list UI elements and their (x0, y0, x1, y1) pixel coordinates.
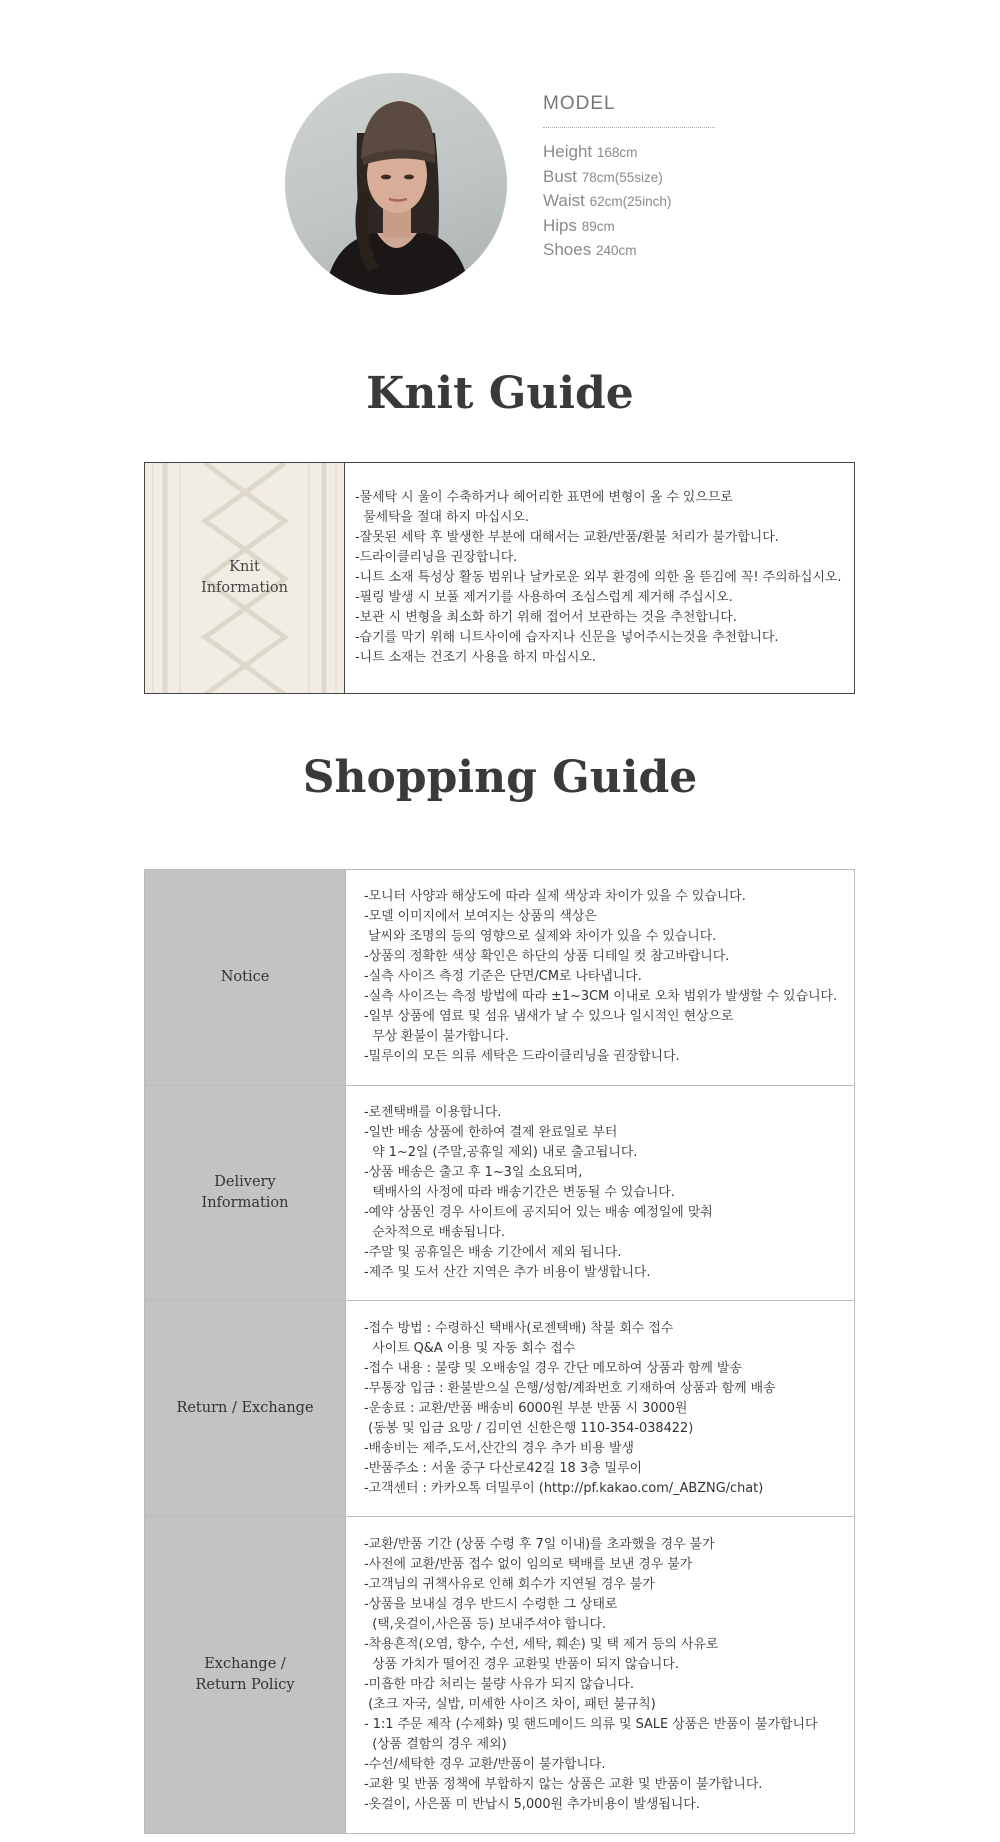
return-policy-content (346, 1517, 854, 1833)
notice-content (346, 870, 854, 1085)
knit-info-line: -필링 발생 시 보풀 제거기를 사용하여 조심스럽게 제거해 주십시오. (355, 590, 733, 605)
return-exchange-header-label: Return / Exchange (176, 1400, 314, 1416)
knit-info-content (345, 463, 854, 693)
return-policy-line: -상품을 보내실 경우 반드시 수령한 그 상태로 (364, 1597, 618, 1612)
model-stat-hips (543, 214, 723, 239)
delivery-line: 순차적으로 배송됩니다. (364, 1225, 505, 1240)
model-stat-label: Bust (543, 166, 578, 186)
knit-guide-title: Knit Guide (366, 368, 634, 419)
model-portrait-illustration (285, 73, 507, 295)
model-stat-height (543, 140, 723, 165)
knit-info-line: -습기를 막기 위해 니트사이에 습자지나 신문을 넣어주시는것을 추천합니다. (355, 630, 779, 645)
model-section (285, 73, 725, 295)
return-policy-header-cell (145, 1517, 346, 1833)
delivery-line: -제주 및 도서 산간 지역은 추가 비용이 발생합니다. (364, 1265, 651, 1280)
delivery-line: 택배사의 사정에 따라 배송기간은 변동될 수 있습니다. (364, 1185, 675, 1200)
knit-info-line: 물세탁을 절대 하지 마십시오. (355, 510, 530, 525)
knit-info-line: -보관 시 변형을 최소화 하기 위해 접어서 보관하는 것을 추천합니다. (355, 610, 737, 625)
return-exchange-line: -반품주소 : 서울 중구 다산로42길 18 3층 밀루이 (364, 1461, 642, 1476)
notice-line: -상품의 정확한 색상 확인은 하단의 상품 디테일 컷 참고바랍니다. (364, 949, 730, 964)
delivery-line: -주말 및 공휴일은 배송 기간에서 제외 됩니다. (364, 1245, 622, 1260)
return-exchange-line: -운송료 : 교환/반품 배송비 6000원 부분 반품 시 3000원 (364, 1401, 688, 1416)
return-policy-row (145, 1517, 854, 1834)
delivery-line: -로젠택배를 이용합니다. (364, 1105, 502, 1120)
model-stat-label: Shoes (543, 240, 592, 259)
return-exchange-line: -접수 방법 : 수령하신 택배사(로젠택배) 착불 회수 접수 (364, 1321, 674, 1336)
delivery-line: -일반 배송 상품에 한하여 결제 완료일로 부터 (364, 1125, 618, 1140)
return-exchange-line: (동봉 및 입금 요망 / 김미연 신한은행 110-354-038422) (364, 1421, 694, 1436)
delivery-row (145, 1086, 854, 1301)
delivery-line: 약 1~2일 (주말,공휴일 제외) 내로 출고됩니다. (364, 1145, 638, 1160)
notice-line: 무상 환불이 불가합니다. (364, 1029, 510, 1044)
model-stat-value: 62cm(25inch) (589, 194, 672, 209)
return-exchange-line: 사이트 Q&A 이용 및 자동 회수 접수 (364, 1341, 576, 1356)
knit-info-line: -물세탁 시 울이 수축하거나 헤어리한 표면에 변형이 올 수 있으므로 (355, 490, 733, 505)
return-policy-line: (택,옷걸이,사은품 등) 보내주셔야 합니다. (364, 1617, 607, 1632)
model-stat-label: Hips (543, 215, 578, 235)
model-info (543, 93, 723, 263)
model-title: MODEL (543, 93, 616, 114)
return-exchange-line: -무통장 입금 : 환불받으실 은행/성함/계좌번호 기재하여 상품과 함께 배송 (364, 1381, 776, 1396)
model-stat-value: 168cm (596, 145, 638, 160)
delivery-header-label: Delivery Information (201, 1174, 289, 1211)
model-stat-value: 240cm (595, 243, 637, 258)
notice-line: -모델 이미지에서 보여지는 상품의 색상은 (364, 909, 597, 924)
delivery-line: -예약 상품인 경우 사이트에 공지되어 있는 배송 예정일에 맞춰 (364, 1205, 713, 1220)
notice-row (145, 870, 854, 1086)
customer-center-link: -고객센터 : 카카오톡 더밀루이 (http://pf.kakao.com/_ABZNG/chat) (364, 1481, 764, 1496)
notice-line: -밀루이의 모든 의류 세탁은 드라이클리닝을 권장합니다. (364, 1049, 680, 1064)
knit-info-line: -잘못된 세탁 후 발생한 부분에 대해서는 교환/반품/환불 처리가 불가합니다. (355, 530, 779, 545)
model-stat-bust (543, 165, 723, 190)
return-policy-line: (초크 자국, 실밥, 미세한 사이즈 차이, 패턴 불규칙) (364, 1697, 656, 1712)
notice-line: -실측 사이즈 측정 기준은 단면/CM로 나타냅니다. (364, 969, 642, 984)
notice-header-label: Notice (220, 969, 270, 985)
knit-info-table (144, 462, 855, 694)
model-stat-label: Waist (543, 191, 585, 210)
knit-info-header-label: Knit Information (200, 559, 289, 596)
return-exchange-line: -접수 내용 : 불량 및 오배송일 경우 간단 메모하여 상품과 함께 발송 (364, 1361, 742, 1376)
notice-line: -일부 상품에 염료 및 섬유 냄새가 날 수 있으나 일시적인 현상으로 (364, 1009, 734, 1024)
return-exchange-line: -배송비는 제주,도서,산간의 경우 추가 비용 발생 (364, 1441, 634, 1456)
model-stat-waist (543, 189, 723, 214)
notice-line: 날씨와 조명의 등의 영향으로 실제와 차이가 있을 수 있습니다. (364, 929, 717, 944)
return-policy-line: -옷걸이, 사은품 미 반납시 5,000원 추가비용이 발생됩니다. (364, 1797, 700, 1812)
notice-line: -모니터 사양과 해상도에 따라 실제 색상과 차이가 있을 수 있습니다. (364, 889, 746, 904)
model-stat-shoes (543, 238, 723, 263)
shopping-guide-table (144, 869, 855, 1834)
return-policy-line: (상품 결함의 경우 제외) (364, 1737, 507, 1752)
return-exchange-content (346, 1301, 854, 1516)
notice-header-cell (145, 870, 346, 1085)
return-policy-line: -착용흔적(오염, 향수, 수선, 세탁, 훼손) 및 택 제거 등의 사유로 (364, 1637, 719, 1652)
return-policy-line: - 1:1 주문 제작 (수제화) 및 핸드메이드 의류 및 SALE 상품은 반품이 불가합니다 (364, 1717, 818, 1732)
model-stat-value: 89cm (581, 218, 615, 234)
return-policy-line: 상품 가치가 떨어진 경우 교환및 반품이 되지 않습니다. (364, 1657, 679, 1672)
return-policy-line: -고객님의 귀책사유로 인해 회수가 지연될 경우 불가 (364, 1577, 655, 1592)
knit-info-header-cell (145, 463, 345, 693)
return-policy-line: -교환/반품 기간 (상품 수령 후 7일 이내)를 초과했을 경우 불가 (364, 1537, 715, 1552)
model-stat-value: 78cm(55size) (581, 169, 663, 185)
knit-info-line: -니트 소재 특성상 활동 범위나 날카로운 외부 환경에 의한 올 뜯김에 꼭! 주의하십시오. (355, 570, 842, 585)
delivery-header-cell (145, 1086, 346, 1300)
shopping-guide-title: Shopping Guide (302, 752, 698, 803)
knit-info-line: -드라이클리닝을 권장합니다. (355, 550, 518, 565)
model-stat-label: Height (543, 142, 593, 161)
return-policy-line: -교환 및 반품 정책에 부합하지 않는 상품은 교환 및 반품이 불가합니다. (364, 1777, 763, 1792)
return-policy-line: -사전에 교환/반품 접수 없이 임의로 택배를 보낸 경우 불가 (364, 1557, 693, 1572)
delivery-line: -상품 배송은 출고 후 1~3일 소요되며, (364, 1165, 583, 1180)
knit-info-line: -니트 소재는 건조기 사용을 하지 마십시오. (355, 650, 596, 665)
delivery-content (346, 1086, 854, 1300)
return-exchange-header-cell (145, 1301, 346, 1516)
model-photo (285, 73, 507, 295)
return-policy-line: -미흡한 마감 처리는 불량 사유가 되지 않습니다. (364, 1677, 634, 1692)
model-divider (543, 127, 715, 128)
return-policy-line: -수선/세탁한 경우 교환/반품이 불가합니다. (364, 1757, 606, 1772)
return-exchange-row (145, 1301, 854, 1517)
return-policy-header-label: Exchange / Return Policy (195, 1656, 295, 1693)
notice-line: -실측 사이즈는 측정 방법에 따라 ±1~3CM 이내로 오차 범위가 발생할 수 있습니다. (364, 989, 838, 1004)
